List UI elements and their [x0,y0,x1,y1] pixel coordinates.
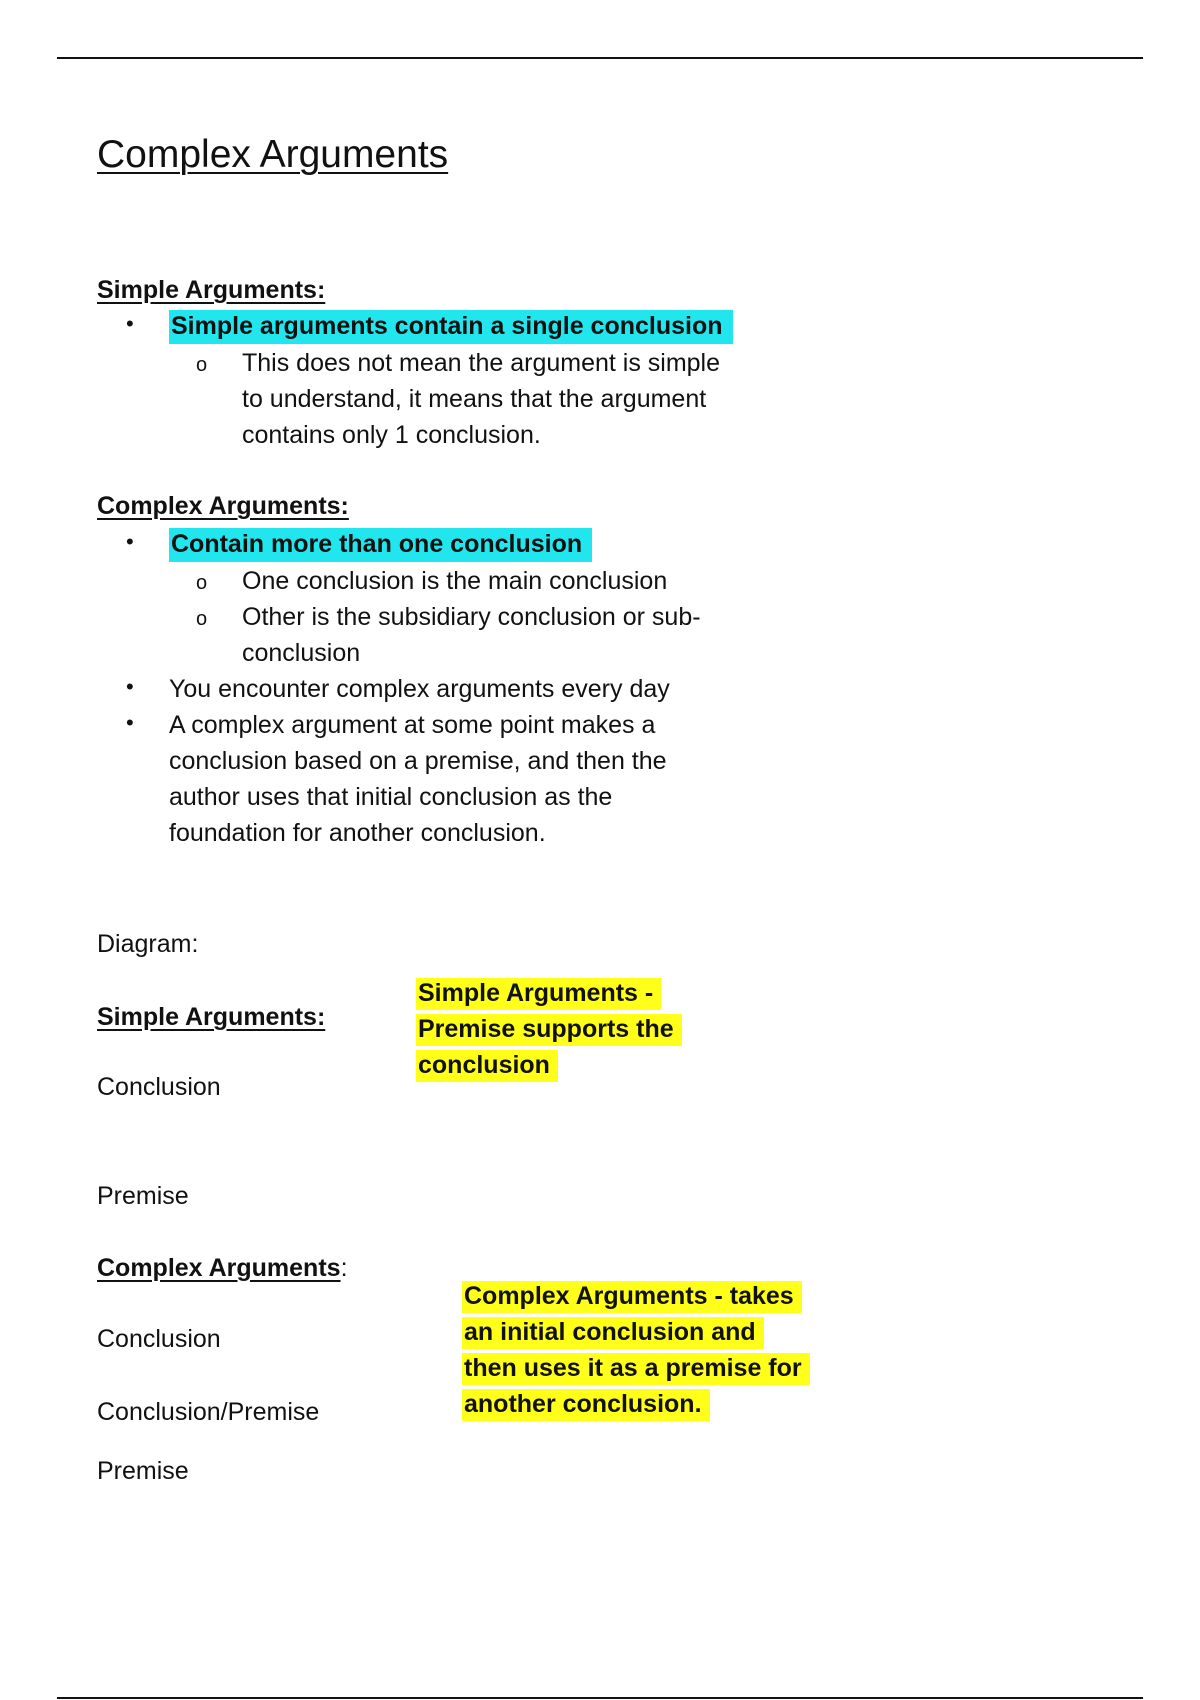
complex-bullet-1 [169,526,592,562]
bottom-rule [57,1697,1143,1699]
bullet-icon: • [126,674,134,699]
complex-bullet-3-line-1: A complex argument at some point makes a [169,711,656,739]
complex-arguments-heading: Complex Arguments: [97,492,349,520]
simple-arguments-heading: Simple Arguments: [97,276,326,304]
bullet-icon: • [126,311,134,336]
complex-bullet-2: You encounter complex arguments every day [169,675,670,703]
simple-bullet [169,308,733,344]
diagram-complex-heading-text: Complex Arguments [97,1254,341,1282]
complex-note-line-1: Complex Arguments - takes [462,1281,802,1313]
diagram-complex-conclusion-premise: Conclusion/Premise [97,1398,320,1426]
complex-sub-2a: Other is the subsidiary conclusion or sub- [242,603,701,631]
simple-sub-line-2: to understand, it means that the argument [242,385,707,413]
simple-note-line-2: Premise supports the [416,1014,682,1046]
bullet-icon: • [126,710,134,735]
diagram-simple-heading: Simple Arguments: [97,1003,326,1031]
simple-arguments-note [416,975,682,1083]
complex-bullet-3-line-4: foundation for another conclusion. [169,819,546,847]
complex-arguments-note [462,1278,810,1422]
diagram-complex-conclusion: Conclusion [97,1325,221,1353]
complex-sub-1: One conclusion is the main conclusion [242,567,668,595]
complex-bullet-3-line-2: conclusion based on a premise, and then the [169,747,667,775]
top-rule [57,57,1143,59]
simple-sub-line-3: contains only 1 conclusion. [242,421,541,449]
diagram-simple-premise: Premise [97,1182,189,1210]
cut-off-premise [97,1457,189,1485]
diagram-simple-conclusion: Conclusion [97,1073,221,1101]
simple-note-line-1: Simple Arguments - [416,978,661,1010]
complex-sub-2b: conclusion [242,639,361,667]
circle-bullet-icon: o [196,608,208,630]
complex-bullet-1-text: Contain more than one conclusion [169,528,592,562]
circle-bullet-icon: o [196,354,208,376]
simple-sub-line-1: This does not mean the argument is simple [242,349,721,377]
diagram-complex-heading-colon: : [340,1254,348,1282]
diagram-label: Diagram: [97,930,199,958]
complex-bullet-3-line-3: author uses that initial conclusion as the [169,783,613,811]
complex-note-line-4: another conclusion. [462,1389,710,1421]
page-title: Complex Arguments [97,133,449,176]
complex-note-line-2: an initial conclusion and [462,1317,764,1349]
circle-bullet-icon: o [196,572,208,594]
simple-note-line-3: conclusion [416,1050,558,1082]
complex-note-line-3: then uses it as a premise for [462,1353,810,1385]
cut-off-premise-text: Premise [97,1457,189,1485]
bullet-icon: • [126,529,134,554]
simple-bullet-text: Simple arguments contain a single conclusion [169,310,733,344]
diagram-complex-heading [97,1250,348,1286]
